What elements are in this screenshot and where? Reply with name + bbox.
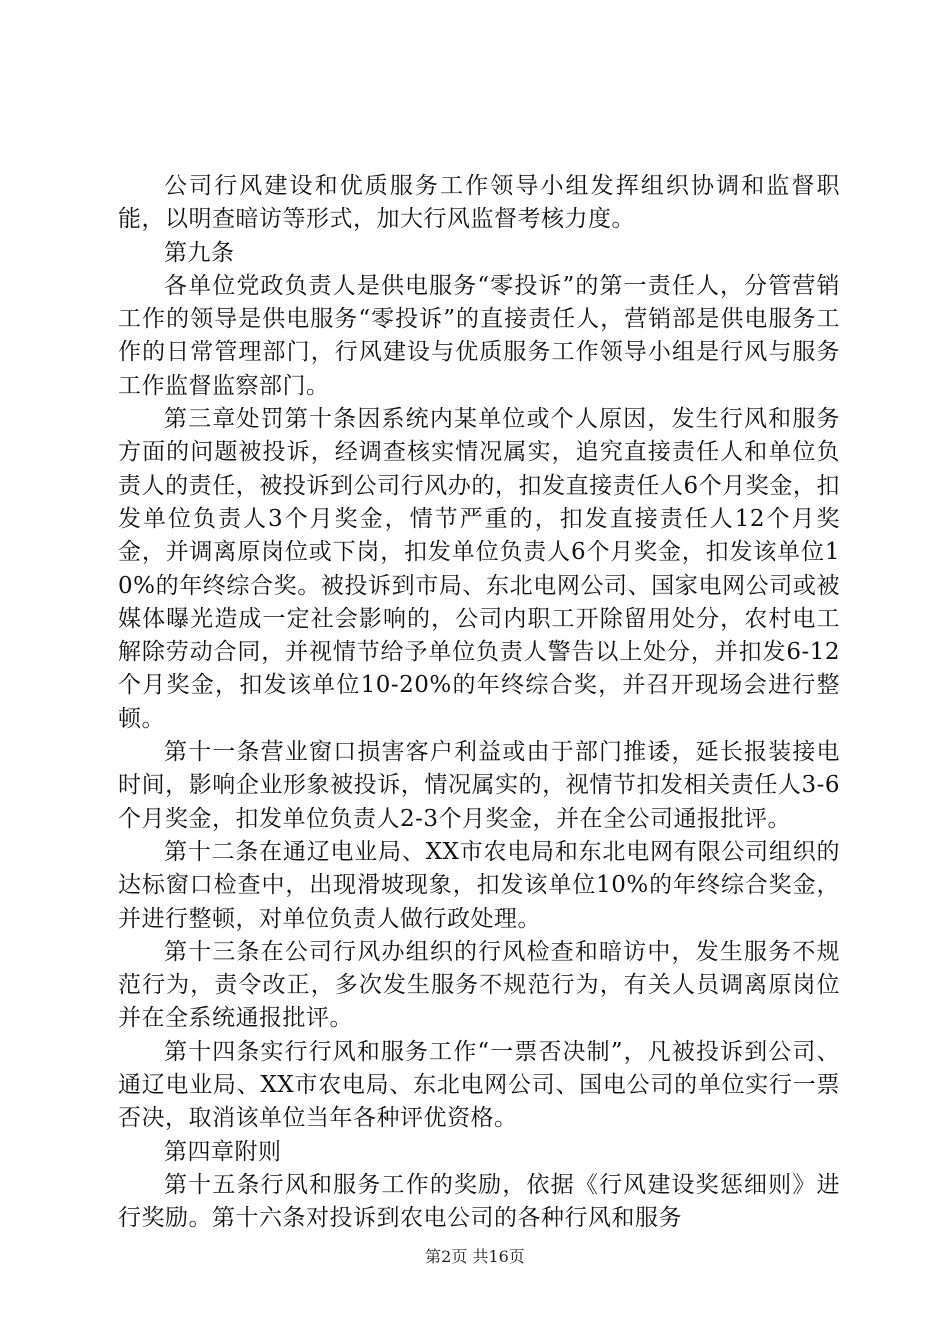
paragraph: 各单位党政负责人是供电服务“零投诉”的第一责任人，分管营销工作的领导是供电服务“零投诉”的直接责任人，营销部是供电服务工作的日常管理部门，行风建设与优质服务工作领导小组是行风与服务工作监督监察部门。: [118, 272, 840, 399]
paragraph: 第十五条行风和服务工作的奖励，依据《行风建设奖惩细则》进行奖励。第十六条对投诉到农电公司的各种行风和服务: [118, 1171, 840, 1232]
page-number-footer: 第2页 共16页: [425, 1247, 525, 1266]
paragraph: 第十一条营业窗口损害客户利益或由于部门推诿，延长报装接电时间，影响企业形象被投诉，情况属实的，视情节扣发相关责任人3-6个月奖金，扣发单位负责人2-3个月奖金，并在全公司通报批评。: [118, 739, 840, 832]
chapter-heading: 第四章附则: [164, 1138, 282, 1165]
paragraph: 第三章处罚第十条因系统内某单位或个人原因，发生行风和服务方面的问题被投诉，经调查核实情况属实，追究直接责任人和单位负责人的责任，被投诉到公司行风办的，扣发直接责任人6个月奖金，扣发单位负责人3个月奖金，情节严重的，扣发直接责任人12个月奖金，并调离原岗位或下岗，扣发单位负责人6个月奖金，扣发该单位10%的年终综合奖。被投诉到市局、东北电网公司、国家电网公司或被媒体曝光造成一定社会影响的，公司内职工开除留用处分，农村电工解除劳动合同，并视情节给予单位负责人警告以上处分，并扣发6-12个月奖金，扣发该单位10-20%的年终综合奖，并召开现场会进行整顿。: [118, 406, 840, 732]
paragraph: 第十四条实行行风和服务工作“一票否决制”，凡被投诉到公司、通辽电业局、XX市农电局、东北电网公司、国电公司的单位实行一票否决，取消该单位当年各种评优资格。: [118, 1038, 840, 1132]
paragraph: 公司行风建设和优质服务工作领导小组发挥组织协调和监督职能，以明查暗访等形式，加大行风监督考核力度。: [118, 173, 840, 233]
article-heading: 第九条: [164, 239, 235, 266]
document-body: [118, 170, 840, 1236]
paragraph: 第十二条在通辽电业局、XX市农电局和东北电网有限公司组织的达标窗口检查中，出现滑坡现象，扣发该单位10%的年终综合奖金，并进行整顿，对单位负责人做行政处理。: [118, 838, 840, 932]
paragraph: 第十三条在公司行风办组织的行风检查和暗访中，发生服务不规范行为，责令改正，多次发生服务不规范行为，有关人员调离原岗位并在全系统通报批评。: [118, 938, 840, 1032]
